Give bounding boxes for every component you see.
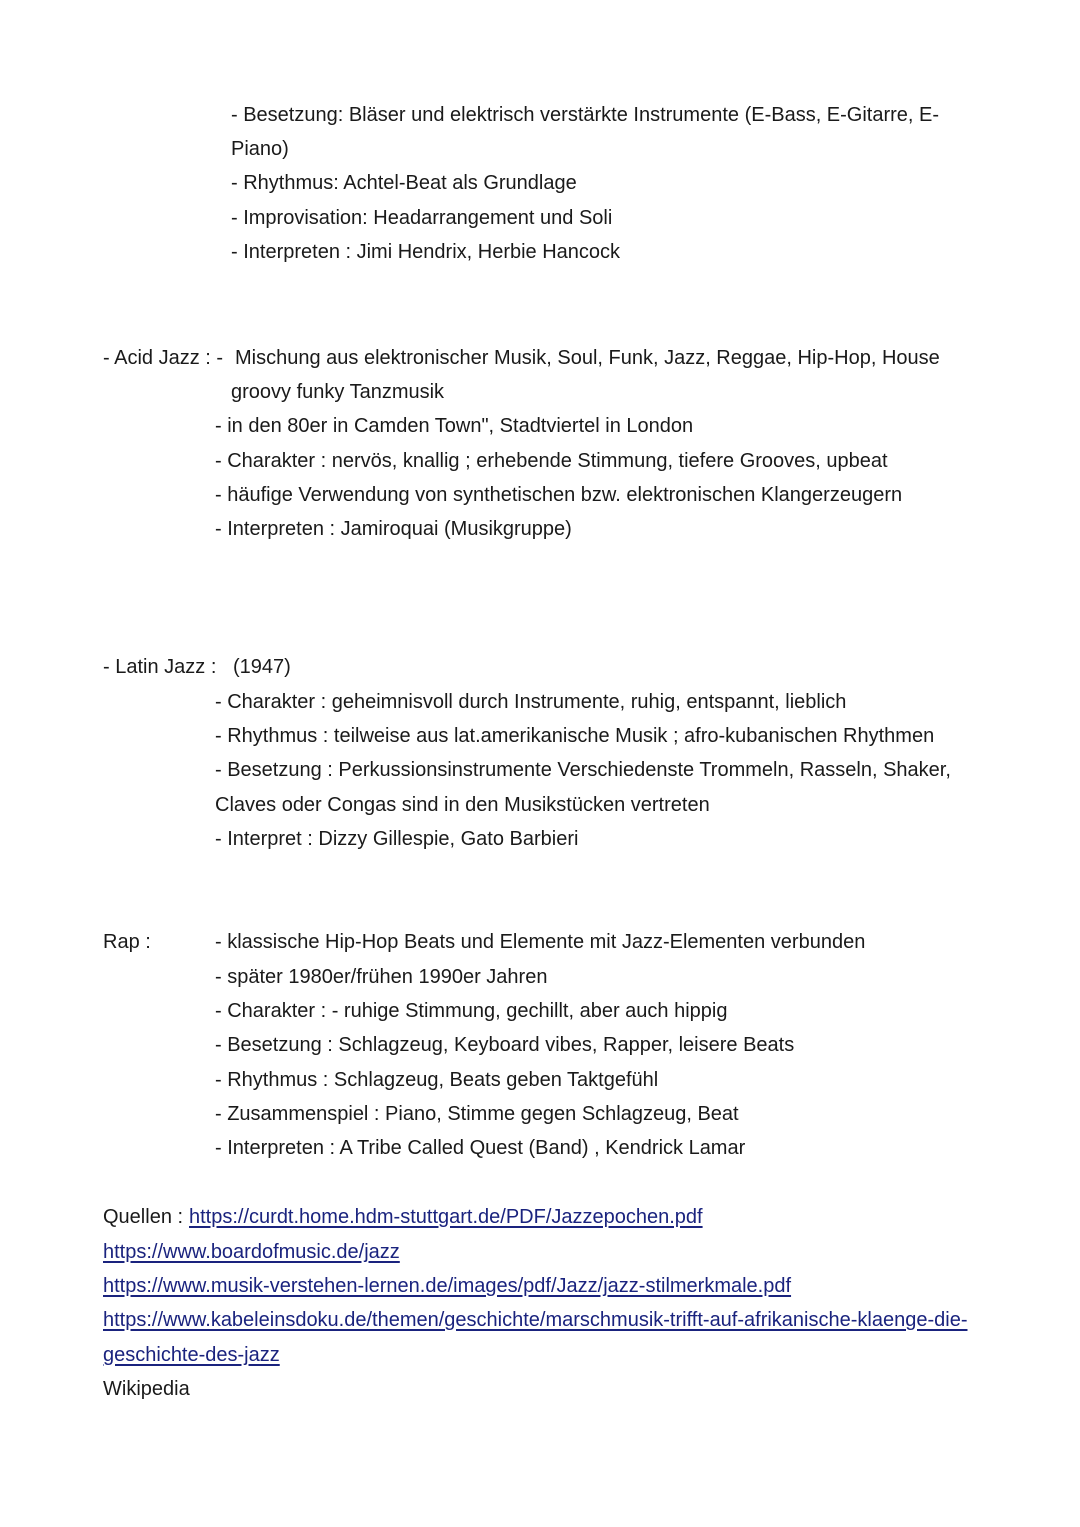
source-link-kabeleinsdoku-cont[interactable]: geschichte-des-jazz: [103, 1344, 280, 1366]
rap-line-rhythmus: - Rhythmus : Schlagzeug, Beats geben Taktgefühl: [215, 1069, 659, 1091]
fusion-line-improvisation: - Improvisation: Headarrangement und Soli: [231, 207, 613, 229]
latin-jazz-line-besetzung: - Besetzung : Perkussionsinstrumente Verschiedenste Trommeln, Rasseln, Shaker,: [215, 759, 951, 781]
latin-jazz-line-rhythmus: - Rhythmus : teilweise aus lat.amerikanische Musik ; afro-kubanischen Rhythmen: [215, 725, 935, 747]
acid-jazz-label: - Acid Jazz : -: [103, 347, 224, 369]
acid-jazz-line-camden: - in den 80er in Camden Town", Stadtviertel in London: [215, 415, 694, 437]
latin-jazz-line-interpret: - Interpret : Dizzy Gillespie, Gato Barbieri: [215, 828, 579, 850]
source-link-boardofmusic[interactable]: https://www.boardofmusic.de/jazz: [103, 1241, 400, 1263]
latin-jazz-line-claves: Claves oder Congas sind in den Musikstücken vertreten: [215, 794, 710, 816]
rap-line-beats: - klassische Hip-Hop Beats und Elemente mit Jazz-Elementen verbunden: [215, 931, 866, 953]
fusion-line-besetzung: - Besetzung: Bläser und elektrisch verstärkte Instrumente (E-Bass, E-Gitarre, E-: [231, 104, 940, 126]
rap-line-charakter: - Charakter : - ruhige Stimmung, gechillt, aber auch hippig: [215, 1000, 728, 1022]
rap-label: Rap :: [103, 931, 151, 953]
source-link-musik-verstehen[interactable]: https://www.musik-verstehen-lernen.de/images/pdf/Jazz/jazz-stilmerkmale.pdf: [103, 1275, 792, 1297]
sources-label: Quellen :: [103, 1206, 184, 1228]
rap-line-interpreten: - Interpreten : A Tribe Called Quest (Band) , Kendrick Lamar: [215, 1137, 746, 1159]
fusion-line-piano: Piano): [231, 138, 289, 160]
latin-jazz-year: (1947): [233, 656, 291, 678]
fusion-line-rhythmus: - Rhythmus: Achtel-Beat als Grundlage: [231, 172, 577, 194]
acid-jazz-line-groovy: groovy funky Tanzmusik: [231, 381, 445, 403]
acid-jazz-line-mischung: Mischung aus elektronischer Musik, Soul, Funk, Jazz, Reggae, Hip-Hop, House: [235, 347, 940, 369]
source-link-curdt[interactable]: https://curdt.home.hdm-stuttgart.de/PDF/Jazzepochen.pdf: [189, 1206, 703, 1228]
rap-line-besetzung: - Besetzung : Schlagzeug, Keyboard vibes, Rapper, leisere Beats: [215, 1034, 795, 1056]
source-wikipedia: Wikipedia: [103, 1378, 190, 1400]
acid-jazz-line-charakter: - Charakter : nervös, knallig ; erhebende Stimmung, tiefere Grooves, upbeat: [215, 450, 888, 472]
acid-jazz-line-verwendung: - häufige Verwendung von synthetischen bzw. elektronischen Klangerzeugern: [215, 484, 903, 506]
latin-jazz-line-charakter: - Charakter : geheimnisvoll durch Instrumente, ruhig, entspannt, lieblich: [215, 691, 847, 713]
source-link-kabeleinsdoku[interactable]: https://www.kabeleinsdoku.de/themen/geschichte/marschmusik-trifft-auf-afrikanische-klaenge-die-: [103, 1309, 968, 1331]
latin-jazz-label: - Latin Jazz :: [103, 656, 217, 678]
rap-line-zeit: - später 1980er/frühen 1990er Jahren: [215, 966, 548, 988]
fusion-line-interpreten: - Interpreten : Jimi Hendrix, Herbie Hancock: [231, 241, 621, 263]
rap-line-zusammenspiel: - Zusammenspiel : Piano, Stimme gegen Schlagzeug, Beat: [215, 1103, 739, 1125]
acid-jazz-line-interpreten: - Interpreten : Jamiroquai (Musikgruppe): [215, 518, 572, 540]
